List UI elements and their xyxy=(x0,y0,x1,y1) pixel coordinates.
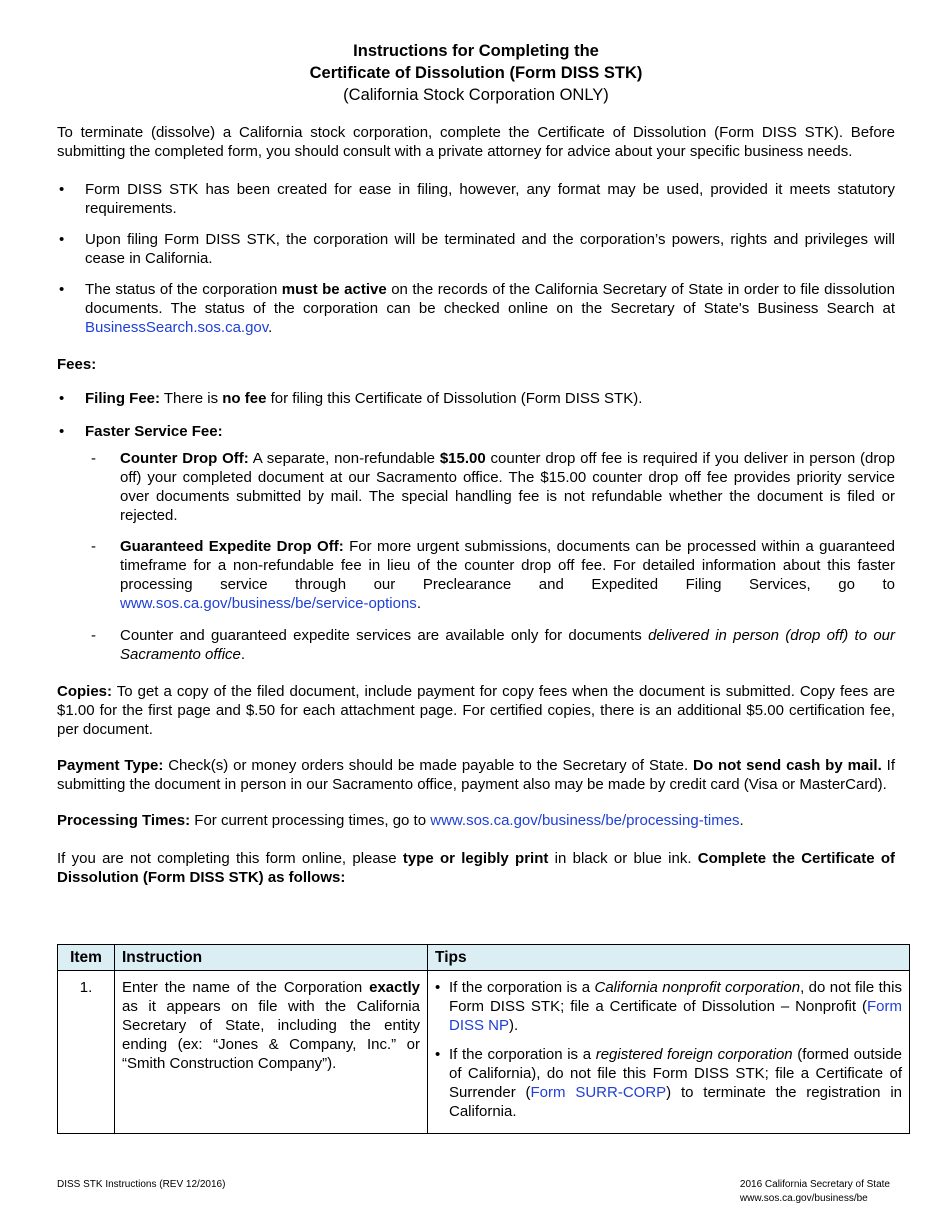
tip-item: • If the corporation is a California nonprofit corporation, do not file this Form DISS STK; file a Certificate of Dissolution – Nonprofit (Form DISS NP). xyxy=(435,979,902,1034)
business-search-link[interactable]: BusinessSearch.sos.ca.gov xyxy=(85,319,269,336)
service-options-link[interactable]: www.sos.ca.gov/business/be/service-options xyxy=(120,595,417,612)
form-surr-corp-link[interactable]: Form SURR-CORP xyxy=(530,1084,667,1101)
faster-service-item: • Faster Service Fee: xyxy=(59,423,223,440)
bullet-item: • Upon filing Form DISS STK, the corporation will be terminated and the corporation’s powers, rights and privileges will cease in California. xyxy=(59,231,895,267)
copies-paragraph: Copies: To get a copy of the filed document, include payment for copy fees when the document is submitted. Copy fees are $1.00 for the first page and $.50 for each attachment page. For certified copies, there is an additional $5.00 certification fee, per document. xyxy=(57,683,895,738)
document-page xyxy=(57,40,895,887)
table-row xyxy=(58,971,910,1134)
intro-bullets xyxy=(57,180,895,337)
title-line-1: Instructions for Completing the xyxy=(353,42,599,60)
processing-times-link[interactable]: www.sos.ca.gov/business/be/processing-times xyxy=(430,812,740,829)
tips-cell xyxy=(428,971,910,1134)
fees-heading: Fees: xyxy=(57,356,97,373)
instruction-cell: Enter the name of the Corporation exactly as it appears on file with the California Secretary of State, including the entity ending (ex: “Jones & Company, Inc.” or “Smith Construction Company”). xyxy=(115,971,428,1134)
bullet-item: • The status of the corporation must be active on the records of the California Secretary of State in order to file dissolution documents. The status of the corporation can be checked online on the Secretary of State's Business Search at BusinessSearch.sos.ca.gov. xyxy=(59,281,895,336)
expedite-drop-off-item: - Guaranteed Expedite Drop Off: For more urgent submissions, documents can be processed within a guaranteed timeframe for a non-refundable fee in lieu of the counter drop off fee. For detailed information about this faster processing service through our Preclearance and Expedited Filing Services, go to www.sos.ca.gov/business/be/service-options. xyxy=(91,538,895,612)
col-header-item: Item xyxy=(58,945,115,971)
payment-paragraph: Payment Type: Check(s) or money orders should be made payable to the Secretary of State. Do not send cash by mail. If submitting the document in person in our Sacramento office, payment also may be made by credit card (Visa or MasterCard). xyxy=(57,757,896,793)
title-line-2: Certificate of Dissolution (Form DISS STK) xyxy=(309,64,643,82)
table-header-row xyxy=(58,945,910,971)
col-header-tips: Tips xyxy=(428,945,910,971)
footer-revision: DISS STK Instructions (REV 12/2016) xyxy=(57,1179,226,1190)
footer-copyright xyxy=(740,1178,890,1206)
drop-off-note-item: - Counter and guaranteed expedite services are available only for documents delivered in person (drop off) to our Sacramento office. xyxy=(91,627,896,663)
footer-url: www.sos.ca.gov/business/be xyxy=(739,1193,868,1204)
tip-item: • If the corporation is a registered foreign corporation (formed outside of California), do not file this Form DISS STK; file a Certificate of Surrender (Form SURR-CORP) to terminate the registration in California. xyxy=(435,1046,903,1120)
counter-drop-off-item: - Counter Drop Off: A separate, non-refundable $15.00 counter drop off fee is required if you deliver in person (drop off) your completed document at our Sacramento office. The $15.00 counter drop off fee provides priority service over documents submitted by mail. The special handling fee is not refundable whether the document is filed or rejected. xyxy=(91,450,895,524)
form-diss-np-link[interactable]: Form DISS NP xyxy=(449,998,902,1034)
item-number: 1. xyxy=(58,971,115,1134)
page-title xyxy=(57,40,895,106)
title-line-3: (California Stock Corporation ONLY) xyxy=(343,86,609,104)
complete-paragraph: If you are not completing this form online, please type or legibly print in black or blue ink. Complete the Certificate of Dissolution (Form DISS STK) as follows: xyxy=(57,850,895,886)
intro-paragraph: To terminate (dissolve) a California stock corporation, complete the Certificate of Dissolution (Form DISS STK). Before submitting the completed form, you should consult with a private attorney for advice about your specific business needs. xyxy=(57,124,895,160)
faster-service-list xyxy=(57,449,895,664)
fees-bullets xyxy=(57,389,895,441)
processing-paragraph: Processing Times: For current processing times, go to www.sos.ca.gov/business/be/processing-times. xyxy=(57,812,744,829)
footer-copyright-line: 2016 California Secretary of State xyxy=(739,1179,890,1190)
instruction-table xyxy=(57,944,910,1134)
col-header-instruction: Instruction xyxy=(115,945,428,971)
filing-fee-item: • Filing Fee: There is no fee for filing this Certificate of Dissolution (Form DISS STK). xyxy=(59,390,643,407)
tips-list xyxy=(435,978,902,1121)
bullet-item: • Form DISS STK has been created for ease in filing, however, any format may be used, provided it meets statutory requirements. xyxy=(59,181,895,217)
